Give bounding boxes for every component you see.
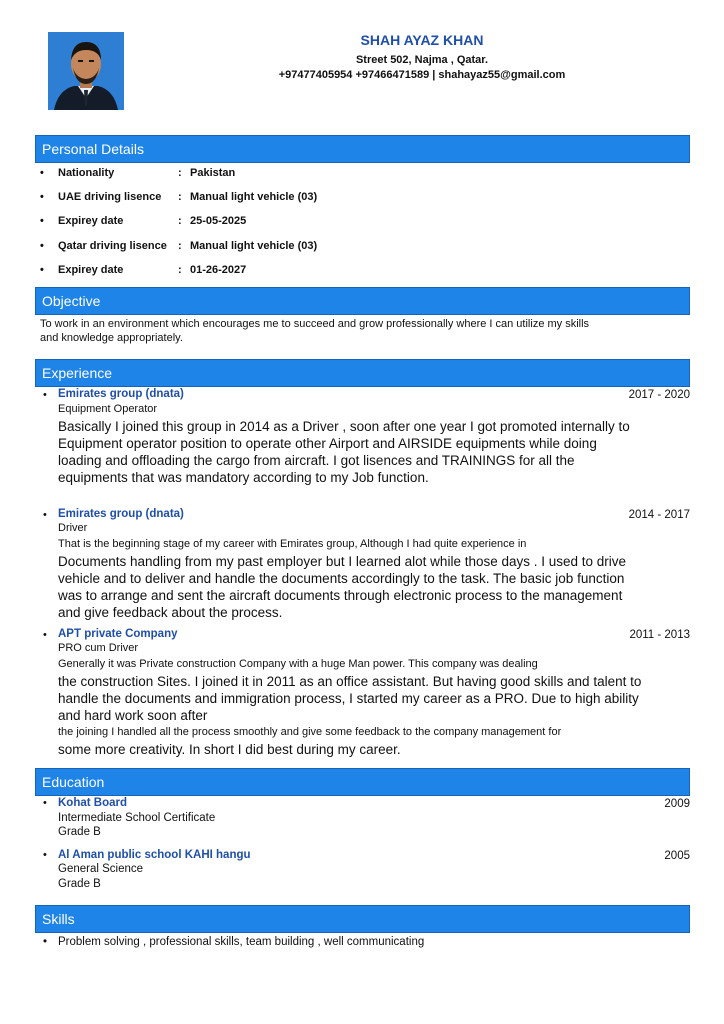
bullet-icon: • xyxy=(43,629,47,641)
job-years: 2017 - 2020 xyxy=(628,389,690,401)
section-education: Education xyxy=(35,768,690,796)
job-years: 2014 - 2017 xyxy=(628,509,690,521)
section-experience: Experience xyxy=(35,359,690,387)
job-description: Generally it was Private construction Company with a huge Man power. This company was dealing the construction Sites. I joined it in 2011 as an office assistant. But having good skills and talent to handle the documents and immigration process, I started my career as a PRO. Due to high ability and hard work soon after the joining I handled all the process smoothly and give some feedback to the company management for some more creativity. In short I did best during my career. xyxy=(58,658,642,757)
bullet-icon: • xyxy=(40,167,44,179)
job-role: Equipment Operator xyxy=(58,403,158,415)
bullet-icon: • xyxy=(43,849,47,861)
bullet-icon: • xyxy=(43,936,48,948)
objective-text: To work in an environment which encourages me to succeed and grow professionally where I can utilize my skills and knowledge appropriately. xyxy=(40,318,590,344)
job-company: APT private Company xyxy=(58,628,178,640)
bullet-icon: • xyxy=(40,240,44,252)
education-year: 2005 xyxy=(664,850,690,862)
job-description: That is the beginning stage of my career with Emirates group, Although I had quite experience in Documents handling from my past employer but I learned alot while those days . I used to drive vehicle and to deliver and handle the documents accordingly to the task. The basic job function was to arrange and sent the aircraft documents through electronic process to the management and give feedback about the process. xyxy=(58,538,627,620)
education-school: Kohat Board xyxy=(58,797,127,809)
bullet-icon: • xyxy=(43,797,47,809)
bullet-icon: • xyxy=(40,264,44,276)
bullet-icon: • xyxy=(43,509,47,521)
bullet-icon: • xyxy=(40,215,44,227)
education-year: 2009 xyxy=(664,798,690,810)
section-personal-details: Personal Details xyxy=(35,135,690,163)
skills-text: Problem solving , professional skills, team building , well communicating xyxy=(58,936,425,948)
bullet-icon: • xyxy=(40,191,44,203)
education-program: General Science xyxy=(58,863,144,875)
section-skills: Skills xyxy=(35,905,690,933)
job-role: PRO cum Driver xyxy=(58,642,139,654)
job-role: Driver xyxy=(58,522,88,534)
education-program: Intermediate School Certificate xyxy=(58,812,216,824)
job-description: Basically I joined this group in 2014 as a Driver , soon after one year I got promoted internally to Equipment operator position to operate other Airport and AIRSIDE equipments while doing loading and offloading the cargo from aircraft. I got lisences and TRAININGS for all the equipments that was mandatory according to my Job function. xyxy=(58,419,630,485)
contact-info[interactable]: +97477405954 +97466471589 | shahayaz55@gmail.com xyxy=(278,69,566,81)
job-company: Emirates group (dnata) xyxy=(58,388,184,400)
bullet-icon: • xyxy=(43,389,47,401)
education-grade: Grade B xyxy=(58,826,101,838)
job-years: 2011 - 2013 xyxy=(629,629,690,641)
profile-photo xyxy=(48,32,124,110)
education-grade: Grade B xyxy=(58,878,101,890)
job-company: Emirates group (dnata) xyxy=(58,508,184,520)
section-objective: Objective xyxy=(35,287,690,315)
address: Street 502, Najma , Qatar. xyxy=(355,54,489,66)
education-school: Al Aman public school KAHI hangu xyxy=(58,849,251,861)
candidate-name: SHAH AYAZ KHAN xyxy=(360,32,484,48)
